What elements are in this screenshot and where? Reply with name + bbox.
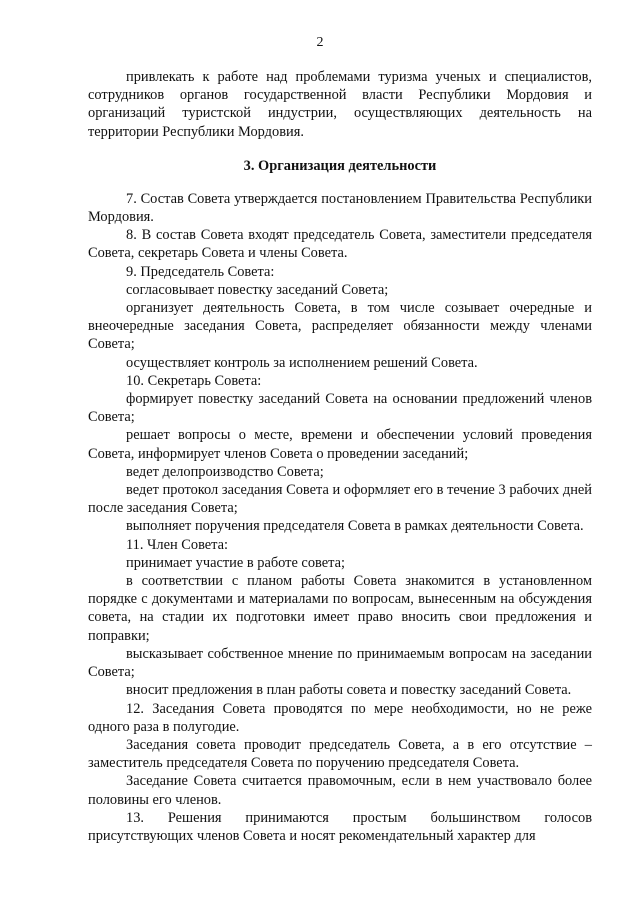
paragraph-12: 12. Заседания Совета проводятся по мере необходимости, но не реже одного раза в полугодие. xyxy=(88,700,592,735)
intro-paragraph: привлекать к работе над проблемами туризма ученых и специалистов, сотрудников органов государственной власти Республики Мордовия и организаций туристской индустрии, осуществляющих деятельность на территории Республики Мордовия. xyxy=(88,69,592,140)
paragraph-9-heading: 9. Председатель Совета: xyxy=(126,263,275,280)
paragraph-10-item-3: ведет делопроизводство Совета; xyxy=(126,463,324,480)
paragraph-7: 7. Состав Совета утверждается постановлением Правительства Республики Мордовия. xyxy=(88,190,592,226)
paragraph-12-chair: Заседания совета проводит председатель Совета, а в его отсутствие – заместитель председателя Совета по поручению председателя Совета. xyxy=(88,736,592,772)
paragraph-11-item-1: принимает участие в работе совета; xyxy=(126,554,345,571)
paragraph-10-item-2: решает вопросы о месте, времени и обеспечении условий проведения Совета, информирует членов Совета о проведении заседаний; xyxy=(88,427,592,462)
paragraph-9-item-3: осуществляет контроль за исполнением решений Совета. xyxy=(126,354,478,371)
paragraph-12-quorum: Заседание Совета считается правомочным, если в нем участвовало более половины его членов. xyxy=(88,773,592,808)
paragraph-11-item-4: вносит предложения в план работы совета и повестку заседаний Совета. xyxy=(126,682,572,699)
paragraph-10-heading: 10. Секретарь Совета: xyxy=(126,372,262,389)
paragraph-13: 13. Решения принимаются простым большинством голосов присутствующих членов Совета и носят рекомендательный характер для xyxy=(88,809,592,844)
paragraph-9-item-2: организует деятельность Совета, в том числе созывает очередные и внеочередные заседания Совета, распределяет обязанности между членами Совета; xyxy=(88,300,592,353)
page-number: 2 xyxy=(316,35,324,50)
document-body xyxy=(88,68,592,845)
paragraph-11-heading: 11. Член Совета: xyxy=(126,536,229,553)
paragraph-11-item-3: высказывает собственное мнение по принимаемым вопросам на заседании Совета; xyxy=(88,645,592,681)
paragraph-8: 8. В состав Совета входят председатель Совета, заместители председателя Совета, секретарь Совета и члены Совета. xyxy=(88,227,592,262)
paragraph-10-item-5: выполняет поручения председателя Совета в рамках деятельности Совета. xyxy=(126,518,584,535)
paragraph-9-item-1: согласовывает повестку заседаний Совета; xyxy=(126,281,389,298)
paragraph-10-item-4: ведет протокол заседания Совета и оформляет его в течение 3 рабочих дней после заседания Совета; xyxy=(88,482,592,517)
paragraph-10-item-1: формирует повестку заседаний Совета на основании предложений членов Совета; xyxy=(88,391,592,426)
section-heading: 3. Организация деятельности xyxy=(243,157,437,174)
paragraph-11-item-2: в соответствии с планом работы Совета знакомится в установленном порядке с документами и материалами по вопросам, вынесенным на обсуждения совета, на стадии их подготовки имеет право вносить свои предложения и поправки; xyxy=(88,573,592,644)
